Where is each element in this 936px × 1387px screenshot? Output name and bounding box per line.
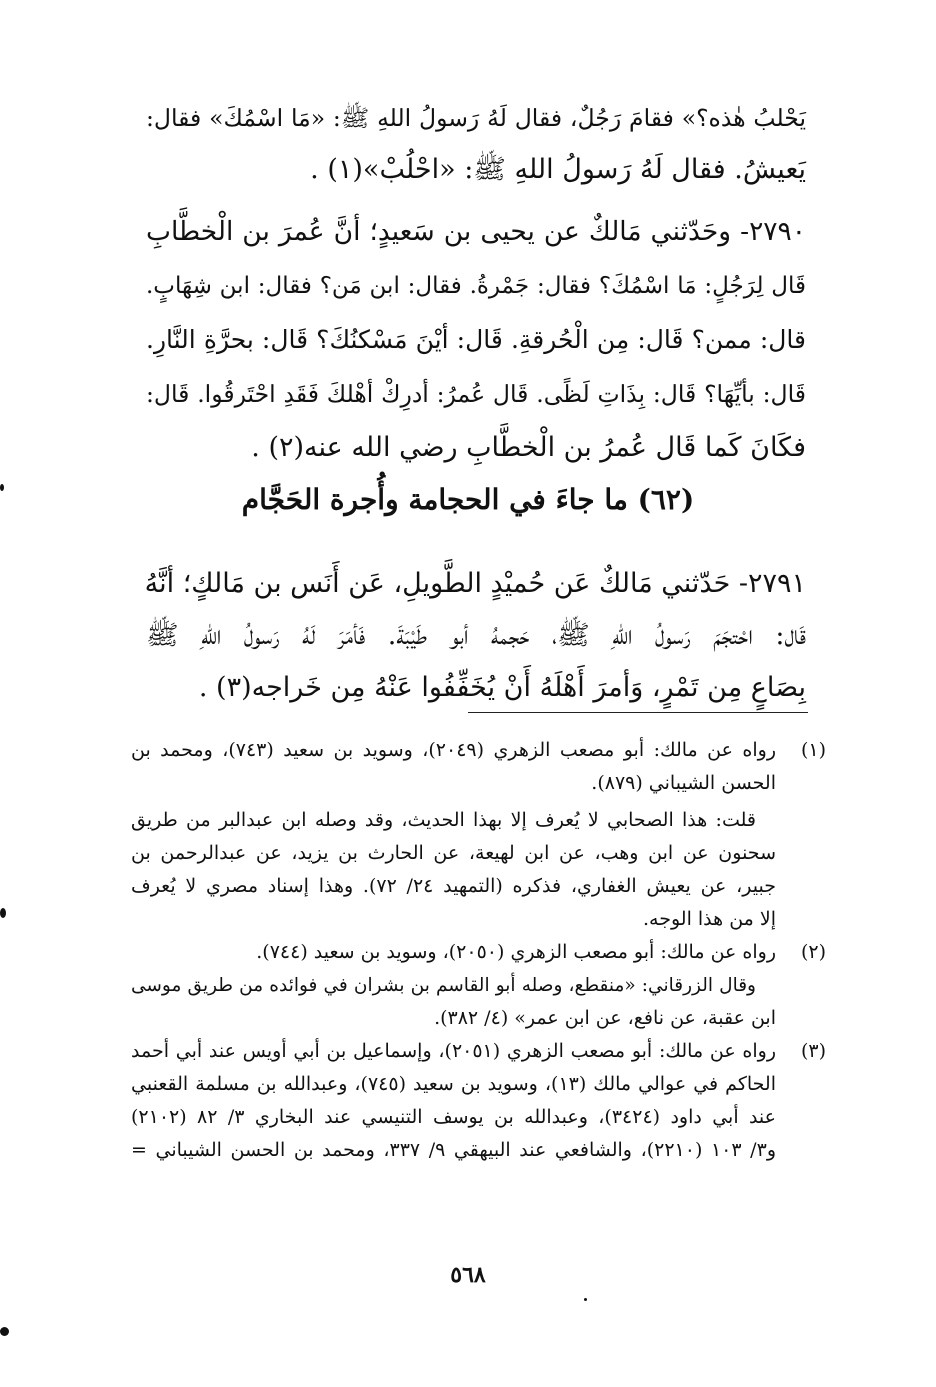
footnotes [131,734,826,1167]
footnote-2 [131,936,826,969]
scan-speck [0,908,6,918]
text-line: يَحْلبُ هٰذه؟» فقامَ رَجُلٌ، فقال لَهُ رَسولُ اللهِ ﷺ: «مَا اسْمُكَ» فقال: [146,104,806,132]
text-line: قَال لِرَجُلٍ: مَا اسْمُكَ؟ فقال: جَمْرةُ. فقال: ابن مَن؟ فقال: ابن شِهَابٍ. [146,273,806,299]
footnote-1-comment [131,804,826,936]
footnote-line: رواه عن مالك: أبو مصعب الزهري (٢٠٥١)، وإسماعيل بن أبي أويس عند أبي أحمد [131,1040,776,1062]
footnote-separator [468,712,808,713]
footnote-line: وقال الزرقاني: «منقطع، وصله أبو القاسم بن بشران في فوائده من طريق موسى [131,975,756,996]
scan-speck [0,484,4,491]
footnote-line: الحسن الشيباني (٨٧٩). [591,772,776,794]
section-heading: (٦٢) ما جاءَ في الحجامة وأُجرة الحَجَّام [241,483,695,516]
footnote-number: (٣) [800,1040,826,1062]
scan-speck [584,1298,587,1301]
footnote-line: و٣/ ١٠٣ (٢٢١٠)، والشافعي عند البيهقي ٩/ ٣٣٧، ومحمد بن الحسن الشيباني = [131,1139,776,1161]
main-text-block-2 [146,205,806,475]
main-text-block-3 [146,558,806,714]
text-line: ٢٧٩١- حَدّثني مَالكٌ عَن حُميْدٍ الطَّويلِ، عَن أَنَس بن مَالكٍ؛ أنَّهُ [144,568,806,599]
footnote-2-comment [131,969,826,1035]
text-line: بِصَاعٍ مِن تَمْرٍ، وَأمرَ أَهْلَهُ أَنْ يُخَفِّفُوا عَنْهُ مِن خَراجه(٣) . [198,672,806,703]
footnote-line: عند أبي داود (٣٤٢٤)، وعبدالله بن يوسف التنيسي عند البخاري ٣/ ٨٢ (٢١٠٢) [131,1106,777,1128]
footnote-line: سحنون عن ابن وهب، عن ابن لهيعة، عن الحارث بن يزيد، عن عبدالرحمن بن [131,842,776,864]
text-line: فكَانَ كَما قَال عُمرُ بن الْخطَّابِ رضي الله عنه(٢) . [251,432,806,463]
footnote-line: رواه عن مالك: أبو مصعب الزهري (٢٠٥٠)، وسويد بن سعيد (٧٤٤). [256,941,776,963]
text-line: قَال: بأيِّهَا؟ قَال: بِذَاتِ لَظًى. قَال عُمرُ: أدرِكْ أهْلكَ فَقَدِ احْتَرقُوا. قَال: [146,380,806,408]
footnote-number: (٢) [800,941,826,963]
text-line: قال: ممن؟ قَال: مِن الْحُرقةِ. قَال: أيْنَ مَسْكنُكَ؟ قَال: بحرَّةِ النَّارِ. [146,325,806,354]
footnote-line: قلت: هذا الصحابي لا يُعرف إلا بهذا الحديث، وقد وصله ابن عبدالبر من طريق [131,809,756,831]
footnote-number: (١) [800,739,826,761]
text-line: يَعيشُ. فقال لَهُ رَسولُ اللهِ ﷺ: «احْلُبْ»(١) . [310,154,806,185]
main-text-block-1 [146,92,806,196]
footnote-line: رواه عن مالك: أبو مصعب الزهري (٢٠٤٩)، وسويد بن سعيد (٧٤٣)، ومحمد بن [131,739,776,761]
page-number: ٥٦٨ [450,1262,486,1288]
text-line: ٢٧٩٠- وحَدّثني مَالكٌ عن يحيى بن سَعيدٍ؛ أنَّ عُمرَ بن الْخطَّابِ [146,216,806,247]
footnote-3 [131,1035,826,1167]
footnote-1 [131,734,826,800]
scan-speck [0,1327,9,1336]
text-line: قَال: احْتجَمَ رَسولُ اللهِ ﷺ، حَجمهُ أبو طَيْبَةَ. فَأمَرَ لَهُ رَسولُ اللهِ ﷺ [146,620,806,651]
footnote-line: إلا من هذا الوجه. [643,908,776,930]
footnote-line: ابن عقبة، عن نافع، عن ابن عمر» (٤/ ٣٨٢). [434,1007,776,1029]
footnote-line: جبير، عن يعيش الغفاري، فذكره (التمهيد ٢٤/ ٧٢). وهذا إسناد مصري لا يُعرف [131,875,776,897]
footnote-line: الحاكم في عوالي مالك (١٣)، وسويد بن سعيد (٧٤٥)، وعبدالله بن مسلمة القعنبي [131,1073,776,1095]
